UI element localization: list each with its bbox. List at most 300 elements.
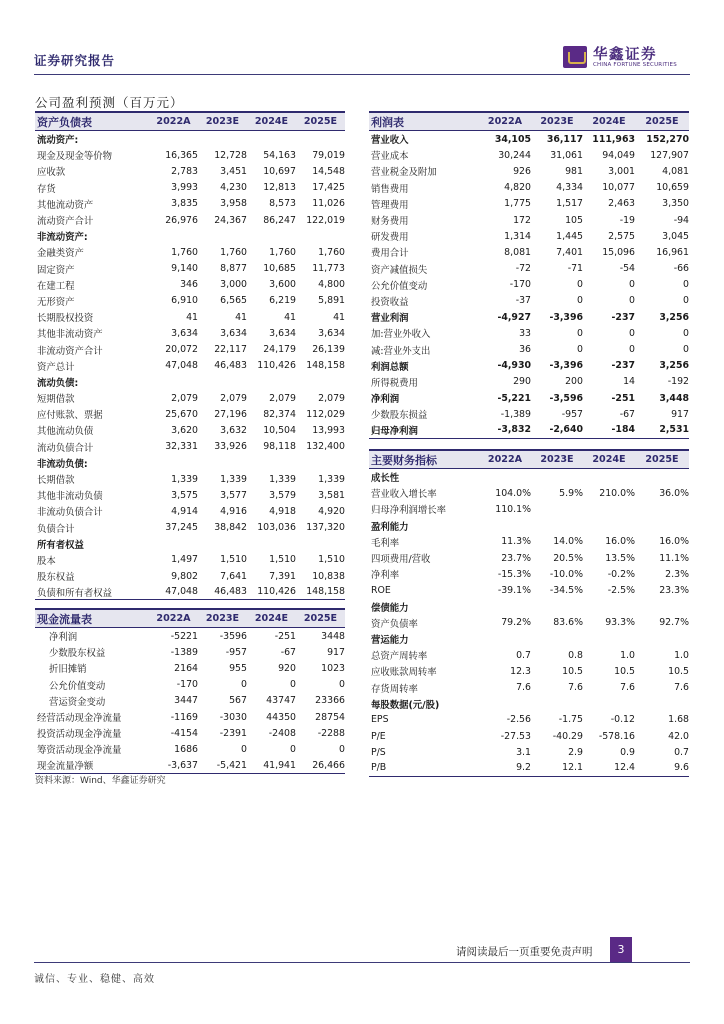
cell-value: 1,510: [318, 554, 345, 566]
footer-slogan: 诚信、专业、稳健、高效: [34, 974, 155, 985]
table-row: [369, 309, 689, 325]
cash-flow-table: [35, 608, 345, 774]
table-row: [35, 212, 345, 228]
cell-value: 9,140: [171, 263, 198, 275]
cell-value: 3,835: [171, 198, 198, 210]
table-row: [35, 196, 345, 212]
table-row: [35, 487, 345, 503]
cell-value: 38,842: [214, 522, 247, 534]
cell-value: 47,048: [165, 360, 198, 372]
row-label: 流动负债:: [37, 377, 79, 389]
cell-value: 14,548: [312, 165, 345, 177]
cell-value: 1.0: [620, 649, 635, 661]
row-label: 存货周转率: [371, 683, 418, 695]
report-type-label: 证券研究报告: [34, 53, 116, 68]
footer-divider: [34, 962, 690, 963]
table-row: [369, 501, 689, 517]
cell-value: 3.1: [516, 746, 531, 758]
cell-value: 3447: [174, 695, 198, 707]
cell-value: 4,918: [269, 505, 296, 517]
row-label: 负债和所有者权益: [37, 587, 113, 599]
cell-value: 22,117: [214, 344, 247, 356]
row-label: 非流动资产合计: [37, 345, 103, 357]
year-header: 2024E: [592, 116, 626, 127]
cell-value: 11,773: [312, 263, 345, 275]
row-label: 总资产周转率: [371, 651, 428, 663]
row-label: 所有者权益: [37, 539, 84, 551]
row-label: 营业收入: [371, 135, 409, 147]
table-row: [35, 455, 345, 471]
cell-value: 7,391: [269, 570, 296, 582]
cell-value: 5,891: [318, 295, 345, 307]
row-label: 财务费用: [371, 216, 409, 228]
year-header: 2022A: [487, 454, 523, 465]
cell-value: -39.1%: [497, 584, 531, 596]
cell-value: -170: [509, 279, 531, 291]
row-label: 经营活动现金净流量: [37, 713, 122, 725]
table-title: 现金流量表: [37, 612, 92, 626]
table-header: [35, 608, 345, 628]
table-row: [369, 374, 689, 390]
cell-value: 1,775: [504, 198, 531, 210]
cell-value: 0: [629, 327, 635, 339]
table-row: [369, 180, 689, 196]
table-row: [369, 341, 689, 357]
cell-value: 3,256: [659, 311, 689, 323]
cell-value: -4,927: [497, 311, 531, 323]
cell-value: 46,483: [214, 360, 247, 372]
cell-value: 0: [629, 344, 635, 356]
cell-value: 10.5: [614, 665, 635, 677]
table-row: [35, 628, 345, 644]
cell-value: -170: [176, 679, 198, 691]
cell-value: 36: [519, 344, 531, 356]
cell-value: 9,802: [171, 570, 198, 582]
cell-value: 0: [290, 679, 296, 691]
table-row: [35, 180, 345, 196]
cell-value: 2.3%: [665, 568, 689, 580]
row-label: 少数股东损益: [371, 410, 428, 422]
cell-value: 0: [683, 295, 689, 307]
cell-value: 8,573: [269, 198, 296, 210]
cell-value: 3,634: [171, 327, 198, 339]
table-row: [369, 679, 689, 695]
cell-value: 1,760: [318, 246, 345, 258]
disclaimer-note: 请阅读最后一页重要免责声明: [456, 946, 593, 958]
cell-value: 346: [180, 279, 198, 291]
cell-value: 0: [683, 279, 689, 291]
table-row: [369, 631, 689, 647]
cell-value: 3,634: [220, 327, 247, 339]
cell-value: 94,049: [602, 149, 635, 161]
cell-value: -2408: [268, 727, 296, 739]
cell-value: 112,029: [306, 408, 345, 420]
table-row: [35, 341, 345, 357]
cell-value: 4,916: [220, 505, 247, 517]
cell-value: 41: [235, 311, 247, 323]
row-label: 销售费用: [371, 183, 409, 195]
table-row: [369, 196, 689, 212]
income-statement-table: [369, 111, 689, 439]
cell-value: 7.6: [674, 682, 689, 694]
table-row: [369, 566, 689, 582]
cell-value: 981: [565, 165, 583, 177]
row-label: 股本: [37, 555, 56, 567]
row-label: 非流动负债:: [37, 458, 88, 470]
cell-value: 1686: [174, 743, 198, 755]
cell-value: 148,158: [306, 586, 345, 598]
cell-value: 917: [671, 408, 689, 420]
cell-value: 25,670: [165, 408, 198, 420]
cell-value: 10,838: [312, 570, 345, 582]
row-label: 所得税费用: [371, 377, 418, 389]
row-label: 资产减值损失: [371, 264, 428, 276]
cell-value: 41,941: [263, 759, 296, 771]
cell-value: 16,961: [656, 246, 689, 258]
cell-value: 2,079: [269, 392, 296, 404]
row-label: 归母净利润增长率: [371, 505, 447, 517]
cell-value: 13,993: [312, 424, 345, 436]
cell-value: 3,045: [662, 230, 689, 242]
logo-icon: [563, 46, 587, 68]
row-label: 净利润: [49, 632, 78, 644]
cell-value: 1,339: [220, 473, 247, 485]
table-row: [35, 439, 345, 455]
cell-value: 3,620: [171, 424, 198, 436]
cell-value: 3,632: [220, 424, 247, 436]
cell-value: 0: [577, 295, 583, 307]
cell-value: 16.0%: [659, 536, 689, 548]
cell-value: 43747: [266, 695, 296, 707]
cell-value: 148,158: [306, 360, 345, 372]
table-row: [35, 568, 345, 584]
year-header: 2022A: [487, 116, 523, 127]
table-title: 主要财务指标: [371, 453, 437, 467]
cell-value: 0: [683, 327, 689, 339]
cell-value: 33: [519, 327, 531, 339]
cell-value: 86,247: [263, 214, 296, 226]
cell-value: 0.7: [674, 746, 689, 758]
cell-value: 7,641: [220, 570, 247, 582]
row-label: 短期借款: [37, 394, 75, 406]
cell-value: 27,196: [214, 408, 247, 420]
table-row: [35, 147, 345, 163]
cell-value: -5,421: [216, 759, 247, 771]
row-label: 净利率: [371, 570, 400, 582]
cell-value: 4,230: [220, 182, 247, 194]
cell-value: 24,179: [263, 344, 296, 356]
table-row: [369, 325, 689, 341]
table-row: [35, 309, 345, 325]
cell-value: -1169: [170, 711, 198, 723]
cell-value: 6,219: [269, 295, 296, 307]
row-label: 营业收入增长率: [371, 489, 437, 501]
balance-sheet-table: [35, 111, 345, 600]
cell-value: 28754: [315, 711, 345, 723]
cell-value: 10,685: [263, 263, 296, 275]
table-row: [369, 244, 689, 260]
table-row: [35, 358, 345, 374]
year-header: 2023E: [205, 116, 240, 127]
cell-value: -1.75: [558, 714, 583, 726]
table-row: [369, 406, 689, 422]
cell-value: 16,365: [165, 149, 198, 161]
table-row: [35, 536, 345, 552]
cell-value: 2,783: [171, 165, 198, 177]
cell-value: -67: [619, 408, 635, 420]
cell-value: 3,000: [220, 279, 247, 291]
cell-value: 14: [623, 376, 635, 388]
row-label: P/B: [371, 762, 387, 774]
cell-value: 14.0%: [553, 536, 583, 548]
cell-value: 9.2: [516, 762, 531, 774]
cell-value: 10,697: [263, 165, 296, 177]
table-row: [369, 131, 689, 147]
row-label: 公允价值变动: [371, 280, 428, 292]
cell-value: 2,079: [171, 392, 198, 404]
cell-value: 110,426: [257, 586, 296, 598]
cell-value: 44350: [266, 711, 296, 723]
row-label: 流动资产:: [37, 135, 79, 147]
row-label: 负债合计: [37, 523, 75, 535]
cell-value: 12,813: [263, 182, 296, 194]
cell-value: -3,832: [497, 424, 531, 436]
table-row: [369, 163, 689, 179]
row-label: 应收账款周转率: [371, 667, 437, 679]
table-row: [35, 644, 345, 660]
cell-value: 36.0%: [659, 487, 689, 499]
cell-value: -3,637: [167, 759, 198, 771]
cell-value: 13.5%: [605, 552, 635, 564]
table-row: [35, 471, 345, 487]
table-row: [35, 277, 345, 293]
table-row: [35, 584, 345, 600]
row-label: 盈利能力: [371, 521, 409, 533]
cell-value: 7.6: [568, 682, 583, 694]
table-row: [369, 390, 689, 406]
cell-value: 1,339: [269, 473, 296, 485]
cell-value: -15.3%: [497, 568, 531, 580]
table-row: [369, 422, 689, 438]
cell-value: 54,163: [263, 149, 296, 161]
cell-value: 917: [327, 646, 345, 658]
row-label: 营运资金变动: [49, 696, 106, 708]
table-row: [35, 503, 345, 519]
row-label: 无形资产: [37, 296, 75, 308]
page-title: 公司盈利预测（百万元）: [35, 95, 184, 110]
cell-value: 37,245: [165, 522, 198, 534]
cell-value: 1,760: [269, 246, 296, 258]
cell-value: 127,907: [650, 149, 689, 161]
cell-value: 8,081: [504, 246, 531, 258]
cell-value: 26,139: [312, 344, 345, 356]
cell-value: -2.5%: [607, 584, 635, 596]
cell-value: 1,314: [504, 230, 531, 242]
cell-value: 23366: [315, 695, 345, 707]
cell-value: 0: [577, 279, 583, 291]
row-label: 应收款: [37, 167, 66, 179]
row-label: 其他非流动负债: [37, 491, 103, 503]
cell-value: -0.2%: [607, 568, 635, 580]
cell-value: 920: [278, 662, 296, 674]
row-label: 流动资产合计: [37, 216, 94, 228]
year-header: 2023E: [540, 116, 574, 127]
row-label: 资产总计: [37, 361, 75, 373]
cell-value: -3,396: [549, 360, 583, 372]
cell-value: 41: [186, 311, 198, 323]
cell-value: 1.0: [674, 649, 689, 661]
cell-value: -237: [611, 360, 635, 372]
cell-value: -19: [619, 214, 635, 226]
row-label: 其他非流动资产: [37, 329, 103, 341]
cell-value: 3,256: [659, 360, 689, 372]
table-row: [369, 599, 689, 615]
row-label: 长期借款: [37, 475, 75, 487]
cell-value: 955: [229, 662, 247, 674]
row-label: 加:营业外收入: [371, 329, 431, 341]
cell-value: 1,445: [556, 230, 583, 242]
year-header: 2023E: [205, 613, 240, 624]
cell-value: 7.6: [516, 682, 531, 694]
row-label: 偿债能力: [371, 602, 409, 614]
table-row: [369, 582, 689, 598]
table-row: [369, 712, 689, 728]
year-header: 2025E: [645, 116, 679, 127]
cell-value: 567: [229, 695, 247, 707]
table-row: [35, 758, 345, 774]
table-row: [35, 725, 345, 741]
table-header: [35, 111, 345, 131]
row-label: 投资收益: [371, 296, 409, 308]
cell-value: 1,760: [171, 246, 198, 258]
row-label: 毛利率: [371, 537, 400, 549]
cell-value: -251: [274, 630, 296, 642]
table-header: [369, 449, 689, 469]
cell-value: 11.1%: [659, 552, 689, 564]
cell-value: 3,634: [318, 327, 345, 339]
row-label: 长期股权投资: [37, 313, 94, 325]
cell-value: 12.4: [614, 762, 635, 774]
table-row: [35, 693, 345, 709]
cell-value: -578.16: [598, 730, 635, 742]
cell-value: -72: [515, 263, 531, 275]
cell-value: 3,448: [659, 392, 689, 404]
cell-value: -0.12: [610, 714, 635, 726]
cell-value: -71: [567, 263, 583, 275]
cell-value: 46,483: [214, 586, 247, 598]
cell-value: 0.9: [620, 746, 635, 758]
year-header: 2025E: [645, 454, 679, 465]
cell-value: 30,244: [498, 149, 531, 161]
table-title: 利润表: [371, 115, 404, 129]
cell-value: 3,581: [318, 489, 345, 501]
table-row: [35, 228, 345, 244]
table-row: [35, 741, 345, 757]
table-row: [369, 663, 689, 679]
cell-value: 3,634: [269, 327, 296, 339]
cell-value: 5.9%: [559, 487, 583, 499]
row-label: 筹资活动现金净流量: [37, 745, 122, 757]
cell-value: 7,401: [556, 246, 583, 258]
cell-value: 3,451: [220, 165, 247, 177]
cell-value: 0: [577, 344, 583, 356]
cell-value: 3,001: [608, 165, 635, 177]
cell-value: 10,659: [656, 182, 689, 194]
row-label: 其他流动负债: [37, 426, 94, 438]
table-row: [369, 212, 689, 228]
cell-value: 12,728: [214, 149, 247, 161]
row-label: EPS: [371, 714, 389, 726]
cell-value: 1,510: [269, 554, 296, 566]
cell-value: 98,118: [263, 441, 296, 453]
cell-value: 1,339: [171, 473, 198, 485]
cell-value: -5221: [170, 630, 198, 642]
cell-value: 34,105: [494, 133, 531, 145]
table-title: 资产负债表: [37, 115, 92, 129]
row-label: 应付账款、票据: [37, 410, 103, 422]
cell-value: 1,760: [220, 246, 247, 258]
cell-value: 0: [290, 743, 296, 755]
row-label: 营业利润: [371, 313, 409, 325]
cell-value: 2,531: [659, 424, 689, 436]
year-header: 2024E: [254, 116, 289, 127]
cell-value: 200: [565, 376, 583, 388]
cell-value: 2,575: [608, 230, 635, 242]
row-label: P/E: [371, 730, 386, 742]
row-label: 股东权益: [37, 572, 75, 584]
row-label: 四项费用/营收: [371, 554, 431, 566]
row-label: 非流动资产:: [37, 232, 88, 244]
cell-value: -94: [673, 214, 689, 226]
cell-value: 137,320: [306, 522, 345, 534]
cell-value: -66: [673, 263, 689, 275]
row-label: 投资活动现金净流量: [37, 729, 122, 741]
cell-value: 0: [339, 679, 345, 691]
cell-value: -4154: [170, 727, 198, 739]
financial-indicators-table: [369, 449, 689, 777]
table-row: [35, 293, 345, 309]
year-header: 2023E: [540, 454, 574, 465]
table-row: [369, 534, 689, 550]
table-row: [35, 374, 345, 390]
cell-value: 16.0%: [605, 536, 635, 548]
table-row: [35, 244, 345, 260]
page-number: 3: [610, 937, 632, 963]
cell-value: 7.6: [620, 682, 635, 694]
table-row: [369, 744, 689, 760]
table-row: [369, 147, 689, 163]
cell-value: -192: [667, 376, 689, 388]
row-label: 归母净利润: [371, 425, 418, 437]
cell-value: -54: [619, 263, 635, 275]
cell-value: 20,072: [165, 344, 198, 356]
cell-value: 0: [629, 279, 635, 291]
row-label: 在建工程: [37, 280, 75, 292]
cell-value: 0: [629, 295, 635, 307]
cell-value: 0: [241, 743, 247, 755]
data-source-note: 资料来源：Wind、华鑫证券研究: [35, 776, 166, 786]
cell-value: 10.5: [668, 665, 689, 677]
cell-value: 4,914: [171, 505, 198, 517]
table-row: [35, 261, 345, 277]
row-label: 金融类资产: [37, 248, 84, 260]
cell-value: 0: [577, 327, 583, 339]
cell-value: -2288: [317, 727, 345, 739]
row-label: 每股数据(元/股): [371, 699, 440, 711]
cell-value: 4,081: [662, 165, 689, 177]
row-label: 研发费用: [371, 232, 409, 244]
year-header: 2024E: [254, 613, 289, 624]
